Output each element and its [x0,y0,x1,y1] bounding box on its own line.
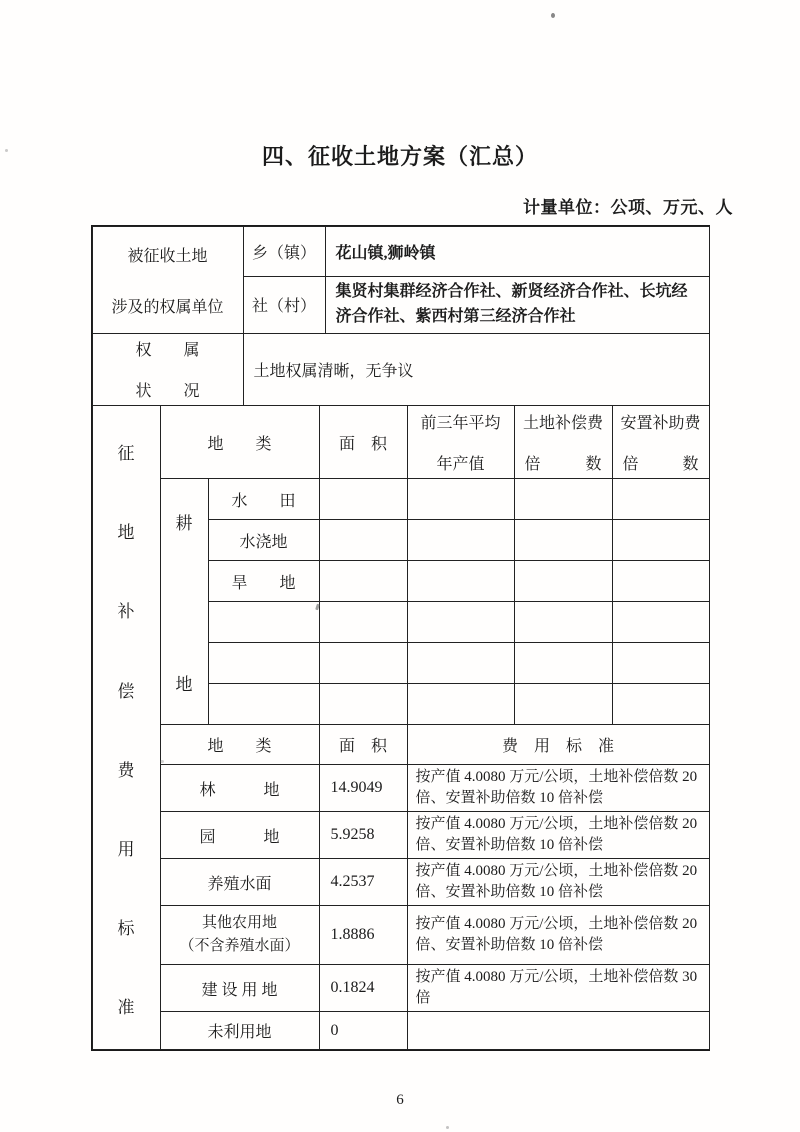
area-value: 5.9258 [319,812,407,859]
scan-speck [5,149,8,152]
land-type-line1: 其他农用地 [202,914,278,931]
header-land-comp [514,406,612,479]
header-avg-output [407,406,514,479]
side-label-char: 标 [117,918,135,938]
empty-cell [514,520,612,561]
empty-cell [407,520,514,561]
side-label-char: 征 [117,444,135,464]
area-value: 0.1824 [319,965,407,1012]
side-label-char: 地 [117,523,135,543]
empty-cell [514,684,612,725]
subtype-label: 水浇地 [208,520,319,561]
unit-note: 计量单位：公项、万元、人 [523,198,733,217]
area-value: 14.9049 [319,765,407,812]
side-label-cell [92,406,160,1050]
village-label: 社（村） [243,277,325,334]
standard-row-unused [92,1012,709,1050]
standard-row-aquaculture [92,859,709,906]
side-label-char: 费 [117,760,135,780]
subtype-label [208,643,319,684]
ownership-label-line2: 涉及的权属单位 [111,298,224,316]
empty-cell [319,561,407,602]
empty-cell [612,602,709,643]
standard-row-forest [92,765,709,812]
header-land-comp-line1: 土地补偿费 [523,415,604,433]
header-avg-output-line1: 前三年平均 [420,415,501,433]
cultivated-row-paddy [92,479,709,520]
empty-cell [319,684,407,725]
header-area: 面 积 [319,406,407,479]
standards-header-area: 面 积 [319,725,407,765]
land-type [160,906,319,965]
township-row [92,227,709,277]
tenure-value: 土地权属清晰，无争议 [243,333,709,405]
tenure-label-line2: 状 况 [135,383,200,401]
township-value: 花山镇,狮岭镇 [325,227,709,277]
header-avg-output-line2: 年产值 [436,456,485,474]
empty-cell [514,561,612,602]
empty-cell [514,643,612,684]
subtype-label: 水 田 [208,479,319,520]
side-label-char: 用 [117,839,135,859]
main-table [91,225,710,1051]
empty-cell [407,561,514,602]
standard-row-other-agricultural [92,906,709,965]
side-label-char: 补 [117,602,135,622]
subtype-label [208,602,319,643]
area-value: 1.8886 [319,906,407,965]
standard-text: 按产值 4.0080 万元/公顷，土地补偿倍数 20 倍、安置补助倍数 10 倍补偿 [407,906,709,965]
standard-text: 按产值 4.0080 万元/公顷，土地补偿倍数 20 倍、安置补助倍数 10 倍补偿 [407,812,709,859]
page-number: 6 [396,1092,404,1108]
empty-cell [319,520,407,561]
empty-cell [407,479,514,520]
empty-cell [612,479,709,520]
empty-cell [612,643,709,684]
compensation-table [92,405,710,1050]
header-resettle-line2: 倍 数 [622,456,699,474]
tenure-label-cell [92,333,243,405]
cultivated-land-cell [160,479,208,725]
cultivated-char: 耕 [175,513,193,533]
land-type: 建 设 用 地 [160,965,319,1012]
land-type-line2: （不含养殖水面） [179,938,300,955]
compensation-header-row [92,406,709,479]
land-type: 园 地 [160,812,319,859]
village-value: 集贤村集群经济合作社、新贤经济合作社、长坑经济合作社、紫西村第三经济合作社 [325,277,709,334]
empty-cell [407,684,514,725]
land-type: 养殖水面 [160,859,319,906]
empty-cell [514,602,612,643]
header-land-comp-line2: 倍 数 [524,456,602,474]
standard-row-garden [92,812,709,859]
land-type: 未利用地 [160,1012,319,1050]
empty-cell [319,643,407,684]
header-resettle-line1: 安置补助费 [620,415,701,433]
side-label-char: 偿 [117,681,135,701]
empty-cell [612,561,709,602]
side-label-char: 准 [117,998,135,1018]
standard-text: 按产值 4.0080 万元/公顷，土地补偿倍数 20 倍、安置补助倍数 10 倍补偿 [407,765,709,812]
subtype-label: 旱 地 [208,561,319,602]
standards-header-standard: 费 用 标 准 [407,725,709,765]
empty-cell [319,602,407,643]
empty-cell [407,602,514,643]
scan-speck [160,760,164,763]
ownership-label-line1: 被征收土地 [127,247,208,265]
cultivated-char: 地 [175,674,193,694]
subtype-label [208,684,319,725]
standard-text: 按产值 4.0080 万元/公顷，土地补偿倍数 20 倍、安置补助倍数 10 倍补偿 [407,859,709,906]
tenure-row [92,333,709,405]
standards-header-row [92,725,709,765]
scan-speck [551,13,555,18]
empty-cell [514,479,612,520]
standard-text: 按产值 4.0080 万元/公顷，土地补偿倍数 30 倍 [407,965,709,1012]
land-type: 林 地 [160,765,319,812]
township-label: 乡（镇） [243,227,325,277]
page-title: 四、征收土地方案（汇总） [261,144,538,169]
standards-header-land-type: 地 类 [160,725,319,765]
standard-text [407,1012,709,1050]
ownership-table [92,226,710,405]
empty-cell [407,643,514,684]
area-value: 4.2537 [319,859,407,906]
empty-cell [612,520,709,561]
empty-cell [319,479,407,520]
ownership-label-cell [92,227,243,334]
header-land-type: 地 类 [160,406,319,479]
standard-row-construction [92,965,709,1012]
header-resettle [612,406,709,479]
tenure-label-line1: 权 属 [135,342,200,360]
scan-speck [446,1126,449,1129]
area-value: 0 [319,1012,407,1050]
empty-cell [612,684,709,725]
